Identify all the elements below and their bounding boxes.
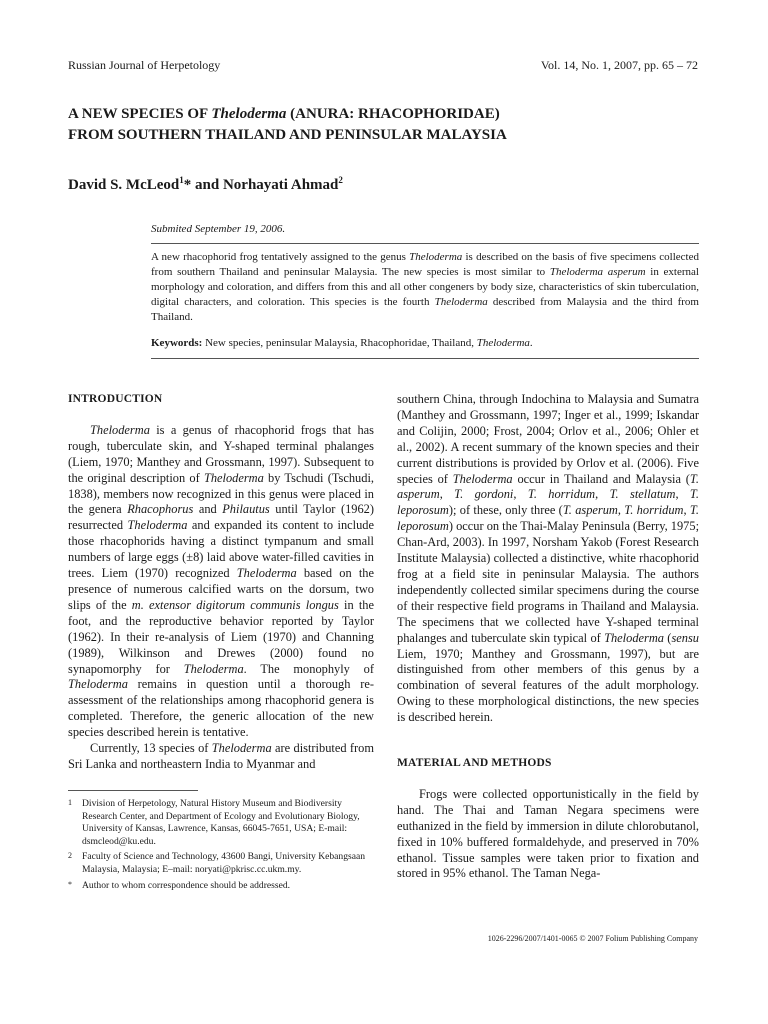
italic-run: Theloderma	[127, 518, 188, 533]
text-run: Currently, 13 species of	[90, 741, 212, 756]
methods-paragraph: Frogs were collected opportunistically in the field by hand. The Thai and Taman Negara specimens were euthanized in the field by immersion in dilute chlorobutanol, fixed in 10% buffered formaldehyde, and preserved in 70% ethanol. Tissue samples were taken prior to fixation and stored in 95% ethanol. The Taman Nega-	[397, 786, 699, 881]
footnote-mark: 2	[68, 851, 72, 861]
keywords	[151, 337, 699, 349]
abstract-top-rule	[151, 243, 699, 244]
right-column	[397, 392, 699, 882]
italic-run: T. horridum	[624, 503, 684, 518]
author-2-mark: 2	[338, 175, 343, 185]
text-run: ); of these, only three (	[448, 503, 563, 518]
keywords-label: Keywords:	[151, 337, 203, 349]
italic-run: Theloderma	[183, 661, 244, 676]
title-suffix: (ANURA: RHACOPHORIDAE)	[286, 106, 500, 122]
keywords-genus: Theloderma	[476, 337, 530, 349]
abstract-genus-2: Theloderma asperum	[549, 266, 646, 278]
volume-info: Vol. 14, No. 1, 2007, pp. 65 – 72	[540, 58, 698, 72]
footnote-mark: *	[68, 879, 72, 889]
abstract-genus-1: Theloderma	[409, 251, 463, 263]
abstract-text-3: in external morphology and coloration, and differs from this and all other congeners by body size, characteristics of skin tuberculation, digital characters, and coloration. This species is the fourth	[151, 266, 699, 308]
footnote-text: Author to whom correspondence should be addressed.	[82, 879, 291, 891]
italic-run: Theloderma	[604, 630, 664, 645]
italic-run: Theloderma	[203, 470, 264, 485]
text-run: and expanded its content to include those rhacophorids having a distinct tympanum and small numbers of large eggs (±8) laid above water-filled cavities in trees. Liem (1970) recognized	[68, 518, 374, 581]
abstract	[151, 250, 699, 325]
author-list	[68, 175, 343, 194]
abstract-genus-3: Theloderma	[434, 296, 488, 308]
text-run: ,	[513, 487, 528, 502]
journal-name: Russian Journal of Herpetology	[68, 58, 221, 72]
footnotes	[68, 798, 374, 895]
article-title	[68, 104, 708, 146]
abstract-text-1: A new rhacophorid frog tentatively assigned to the genus	[151, 251, 410, 263]
left-column	[68, 392, 374, 773]
introduction-heading: INTRODUCTION	[68, 393, 163, 405]
italic-run: T. gordoni	[454, 487, 514, 502]
italic-run: Theloderma	[236, 566, 297, 581]
footnote-mark: 1	[68, 798, 72, 807]
italic-run: T. leporosum	[397, 487, 699, 518]
abstract-text-4: described from Malaysia and the third from Thailand.	[151, 296, 699, 323]
text-run: remains in question until a thorough re-assessment of the relationships among rhacophorid genera is completed. Therefore, the generic allocation of the new species described herein is tentative.	[68, 677, 374, 740]
copyright-footer: 1026-2296/2007/1401-0065 © 2007 Folium Publishing Company	[487, 934, 698, 943]
text-run: until Taylor (1962) resurrected	[68, 502, 374, 533]
text-run: based on the presence of numerous calcified warts on the dorsum, two slips of the	[68, 566, 374, 612]
text-run: ) occur on the Thai-Malay Peninsula (Berry, 1975; Chan-Ard, 2003). In 1997, Norsham Yakob (Forest Research Institute Malaysia) collected a distinctive, white rhacophorid frog at a field site in peninsular Malaysia. The authors independently collected similar specimens during the course of their respective field programs in Thailand and Malaysia. The specimens that we collected have Y-shaped terminal phalanges and tuberculate skin typical of	[397, 519, 700, 645]
text-run: Liem, 1970; Manthey and Grossmann, 1997), but are distinguished from other members of this genus by a combination of several features of the adult morphology. Owing to these morphological distinctions, the new species is described herein.	[397, 646, 699, 725]
text-run: . The monophyly of	[243, 661, 375, 676]
author-1: David S. McLeod	[68, 177, 180, 193]
text-run: ,	[683, 503, 690, 518]
italic-run: Theloderma	[211, 741, 272, 756]
text-run: southern China, through Indochina to Malaysia and Sumatra (Manthey and Grossmann, 1997; Inger et al., 1999; Iskandar and Colijin, 2000; Frost, 2004; Orlov et al., 2006; Ohler et al., 2002). A recent summary of the known species and their current distributions is provided by Orlov et al. (2006). Five species of	[397, 392, 699, 486]
intro-paragraph-1	[68, 423, 374, 741]
footnote-rule	[68, 790, 198, 791]
text-run: ,	[617, 503, 625, 518]
text-run: ,	[675, 487, 690, 502]
abstract-text-2: is described on the basis of five specimens collected from southern Thailand and peninsular Malaysia. The new species is most similar to	[151, 251, 699, 278]
text-run: ,	[595, 487, 610, 502]
text-run: are distributed from Sri Lanka and northeastern India to Myanmar and	[68, 741, 374, 771]
title-genus: Theloderma	[211, 106, 287, 122]
keywords-end: .	[529, 337, 533, 349]
italic-run: T. horridum	[527, 487, 596, 502]
text-run: by Tschudi (Tschudi, 1838), members now recognized in this genus were placed in the genera	[68, 470, 374, 517]
footnote-text: Faculty of Science and Technology, 43600 Bangi, University Kebangsaan Malaysia, Malaysia; E–mail: noryati@pkrisc.cc.ukm.my.	[82, 851, 366, 875]
italic-run: m. extensor digitorum communis longus	[131, 597, 339, 612]
italic-run: Theloderma	[452, 471, 513, 486]
text-run: is a genus of rhacophorid frogs that has rough, tuberculate skin, and Y-shaped terminal phalanges (Liem, 1970; Manthey and Grossmann, 1997). Subsequent to the original description of	[68, 422, 374, 485]
text-run: ,	[439, 487, 455, 502]
text-run: and	[193, 502, 223, 517]
italic-run: T. asperum	[562, 503, 618, 518]
keywords-text: New species, peninsular Malaysia, Rhacophoridae, Thailand,	[202, 337, 477, 349]
author-joiner: and	[191, 177, 223, 193]
text-run: in the foot, and the reproductive behavior reported by Taylor (1962). In their re-analysis of Liem (1970) and Channing (1989), Wilkinson and Drewes (2000) found no synapomorphy for	[68, 597, 374, 676]
corresponding-mark: *	[183, 177, 192, 193]
author-1-mark: 1	[179, 175, 184, 185]
italic-run: Rhacophorus	[127, 502, 194, 517]
italic-run: T. asperum	[397, 471, 699, 502]
abstract-bottom-rule	[151, 358, 699, 359]
title-prefix: A NEW SPECIES OF	[68, 106, 212, 122]
italic-run: Philautus	[222, 502, 270, 517]
methods-heading: MATERIAL AND METHODS	[397, 757, 552, 770]
text-run: occur in Thailand and Malaysia (	[512, 471, 690, 486]
author-2: Norhayati Ahmad	[222, 177, 339, 193]
title-line-2: FROM SOUTHERN THAILAND AND PENINSULAR MALAYSIA	[68, 127, 507, 143]
footnote	[68, 880, 374, 893]
text-run: (	[663, 630, 672, 645]
italic-run: Theloderma	[90, 422, 150, 437]
submitted-date: Submited September 19, 2006.	[151, 223, 286, 235]
footnote	[68, 851, 374, 876]
intro-paragraph-3	[397, 392, 699, 726]
intro-paragraph-2	[68, 741, 374, 773]
italic-run: Theloderma	[68, 677, 128, 692]
italic-run: sensu	[671, 630, 699, 645]
footnote-text: Division of Herpetology, Natural History Museum and Biodiversity Research Center, and Department of Ecology and Evolutionary Biology, University of Kansas, Lawrence, Kansas, 66045-7651, USA; E-mail: dsmcleod@ku.edu.	[82, 798, 360, 847]
footnote	[68, 798, 374, 848]
italic-run: T. leporosum	[397, 503, 699, 534]
italic-run: T. stellatum	[609, 487, 676, 502]
